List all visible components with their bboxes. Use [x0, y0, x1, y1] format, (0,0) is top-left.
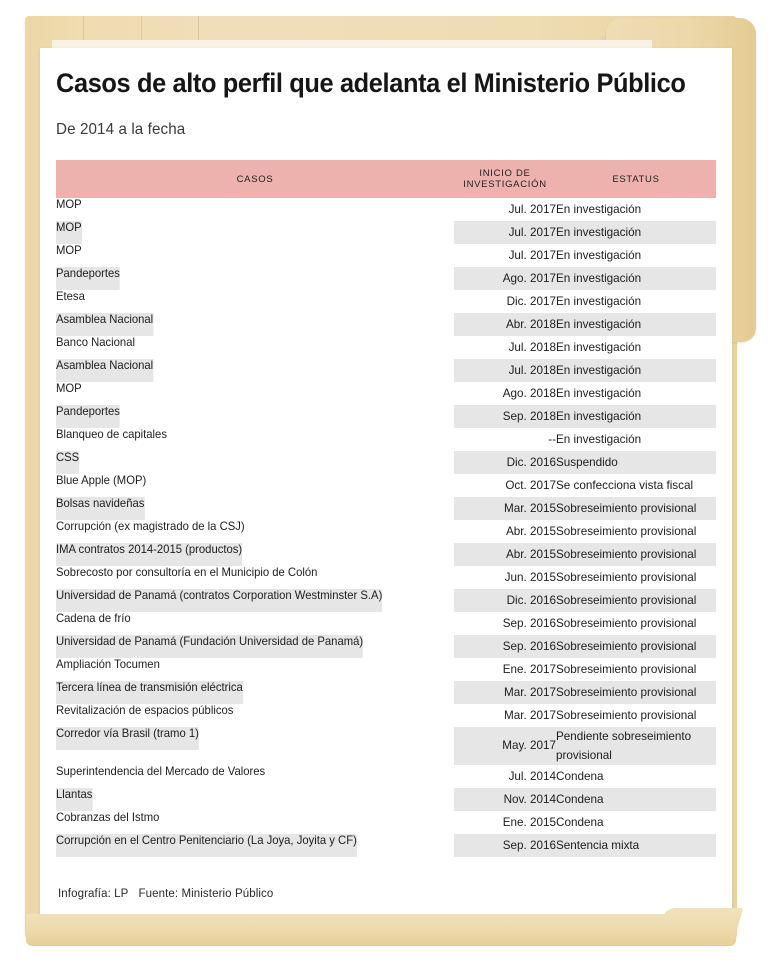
cell-estatus: Condena — [556, 811, 716, 834]
column-header-estatus: ESTATUS — [556, 160, 716, 198]
cell-inicio-investigacion: Ene. 2015 — [454, 811, 556, 834]
table-row — [56, 543, 716, 566]
table-header-row — [56, 160, 716, 198]
cell-estatus: Suspendido — [556, 451, 716, 474]
cell-inicio-investigacion: Mar. 2017 — [454, 681, 556, 704]
table-row — [56, 681, 716, 704]
cell-inicio-investigacion: Mar. 2015 — [454, 497, 556, 520]
cell-caso: Universidad de Panamá (Fundación Universidad de Panamá) — [56, 635, 363, 658]
footer-credits — [58, 888, 273, 900]
cell-caso: Asamblea Nacional — [56, 313, 153, 336]
cell-inicio-investigacion: Sep. 2016 — [454, 635, 556, 658]
page-title: Casos de alto perfil que adelanta el Ministerio Público — [56, 68, 686, 98]
cell-inicio-investigacion: Jun. 2015 — [454, 566, 556, 589]
cell-caso: CSS — [56, 451, 79, 474]
cell-caso: Blue Apple (MOP) — [56, 474, 146, 497]
cell-caso: Banco Nacional — [56, 336, 135, 359]
cell-caso: Universidad de Panamá (contratos Corporation Westminster S.A) — [56, 589, 382, 612]
table-row — [56, 497, 716, 520]
column-header-inicio-investigacion — [454, 160, 556, 198]
cell-estatus: Sobreseimiento provisional — [556, 543, 716, 566]
cell-caso: Corrupción (ex magistrado de la CSJ) — [56, 520, 245, 543]
cell-estatus: En investigación — [556, 382, 716, 405]
table-row — [56, 765, 716, 788]
cell-estatus: En investigación — [556, 267, 716, 290]
table-row — [56, 811, 716, 834]
cell-inicio-investigacion: Abr. 2018 — [454, 313, 556, 336]
cell-inicio-investigacion: Oct. 2017 — [454, 474, 556, 497]
cell-estatus: Sentencia mixta — [556, 834, 716, 857]
cell-caso: Corredor vía Brasil (tramo 1) — [56, 727, 199, 750]
cell-caso: Etesa — [56, 290, 85, 313]
table-body — [56, 198, 716, 857]
cell-estatus: Sobreseimiento provisional — [556, 497, 716, 520]
cell-estatus: Sobreseimiento provisional — [556, 589, 716, 612]
table-row — [56, 359, 716, 382]
table-row — [56, 428, 716, 451]
table-row — [56, 244, 716, 267]
table-row — [56, 788, 716, 811]
cell-estatus: Se confecciona vista fiscal — [556, 474, 716, 497]
cell-inicio-investigacion: Ago. 2017 — [454, 267, 556, 290]
cell-estatus: Pendiente sobreseimiento provisional — [556, 727, 716, 765]
table-row — [56, 612, 716, 635]
cell-inicio-investigacion: Jul. 2017 — [454, 244, 556, 267]
cell-estatus: En investigación — [556, 428, 716, 451]
cell-inicio-investigacion: Jul. 2018 — [454, 336, 556, 359]
cell-estatus: En investigación — [556, 313, 716, 336]
table-row — [56, 704, 716, 727]
cell-estatus: Sobreseimiento provisional — [556, 566, 716, 589]
cases-table — [56, 160, 716, 857]
cell-estatus: En investigación — [556, 290, 716, 313]
cell-inicio-investigacion: Ene. 2017 — [454, 658, 556, 681]
column-header-casos: CASOS — [56, 160, 454, 198]
table-row — [56, 267, 716, 290]
cell-caso: MOP — [56, 244, 82, 267]
table-row — [56, 451, 716, 474]
cell-caso: Superintendencia del Mercado de Valores — [56, 765, 265, 788]
cell-inicio-investigacion: Abr. 2015 — [454, 543, 556, 566]
table-row — [56, 336, 716, 359]
cell-caso: Tercera línea de transmisión eléctrica — [56, 681, 243, 704]
cell-estatus: En investigación — [556, 198, 716, 221]
cell-estatus: En investigación — [556, 336, 716, 359]
cell-caso: Ampliación Tocumen — [56, 658, 160, 681]
cell-caso: MOP — [56, 221, 82, 244]
cell-estatus: Sobreseimiento provisional — [556, 681, 716, 704]
cell-inicio-investigacion: Sep. 2018 — [454, 405, 556, 428]
table-row — [56, 221, 716, 244]
cell-inicio-investigacion: -- — [454, 428, 556, 451]
cell-estatus: Sobreseimiento provisional — [556, 658, 716, 681]
table-row — [56, 566, 716, 589]
cell-caso: MOP — [56, 382, 82, 405]
column-header-inicio-line1: INICIO DE — [479, 168, 531, 179]
footer-fuente: Fuente: Ministerio Público — [138, 888, 274, 900]
column-header-inicio-line2: INVESTIGACIÓN — [463, 179, 547, 190]
page-subtitle: De 2014 a la fecha — [56, 121, 186, 138]
cell-caso: Pandeportes — [56, 405, 120, 428]
cell-estatus: En investigación — [556, 359, 716, 382]
table-row — [56, 589, 716, 612]
cell-inicio-investigacion: Jul. 2017 — [454, 198, 556, 221]
folder-front-lip — [26, 914, 736, 946]
cell-estatus: Sobreseimiento provisional — [556, 635, 716, 658]
cell-caso: IMA contratos 2014-2015 (productos) — [56, 543, 242, 566]
cell-estatus: Condena — [556, 765, 716, 788]
cell-caso: Pandeportes — [56, 267, 120, 290]
table-header — [56, 160, 716, 198]
cell-inicio-investigacion: Jul. 2018 — [454, 359, 556, 382]
cell-inicio-investigacion: Abr. 2015 — [454, 520, 556, 543]
table-row — [56, 727, 716, 765]
cell-caso: Asamblea Nacional — [56, 359, 153, 382]
table-row — [56, 658, 716, 681]
cell-caso: Llantas — [56, 788, 92, 811]
table-row — [56, 474, 716, 497]
cell-estatus: Sobreseimiento provisional — [556, 612, 716, 635]
cell-estatus: Sobreseimiento provisional — [556, 520, 716, 543]
cell-inicio-investigacion: May. 2017 — [454, 727, 556, 765]
cell-estatus: En investigación — [556, 221, 716, 244]
cell-inicio-investigacion: Jul. 2017 — [454, 221, 556, 244]
cell-inicio-investigacion: Ago. 2018 — [454, 382, 556, 405]
table-row — [56, 834, 716, 857]
cell-caso: Revitalización de espacios públicos — [56, 704, 233, 727]
table-row — [56, 313, 716, 336]
infographic-content — [40, 48, 732, 914]
cell-inicio-investigacion: Dic. 2016 — [454, 451, 556, 474]
cell-inicio-investigacion: Jul. 2014 — [454, 765, 556, 788]
cell-estatus: Sobreseimiento provisional — [556, 704, 716, 727]
cell-estatus: En investigación — [556, 405, 716, 428]
cell-caso: Sobrecosto por consultoría en el Municipio de Colón — [56, 566, 317, 589]
cell-estatus: En investigación — [556, 244, 716, 267]
cell-inicio-investigacion: Dic. 2017 — [454, 290, 556, 313]
cell-caso: Blanqueo de capitales — [56, 428, 167, 451]
footer-infografia: Infografía: LP — [58, 888, 129, 900]
cell-inicio-investigacion: Mar. 2017 — [454, 704, 556, 727]
table-row — [56, 198, 716, 221]
cell-inicio-investigacion: Sep. 2016 — [454, 612, 556, 635]
table-row — [56, 405, 716, 428]
table-row — [56, 635, 716, 658]
cell-estatus: Condena — [556, 788, 716, 811]
cell-inicio-investigacion: Nov. 2014 — [454, 788, 556, 811]
cell-caso: MOP — [56, 198, 82, 221]
table-row — [56, 290, 716, 313]
cell-inicio-investigacion: Sep. 2016 — [454, 834, 556, 857]
cell-caso: Bolsas navideñas — [56, 497, 144, 520]
cell-inicio-investigacion: Dic. 2016 — [454, 589, 556, 612]
table-row — [56, 382, 716, 405]
cell-caso: Cobranzas del Istmo — [56, 811, 159, 834]
table-row — [56, 520, 716, 543]
cell-caso: Corrupción en el Centro Penitenciario (La Joya, Joyita y CF) — [56, 834, 357, 857]
cell-caso: Cadena de frío — [56, 612, 131, 635]
